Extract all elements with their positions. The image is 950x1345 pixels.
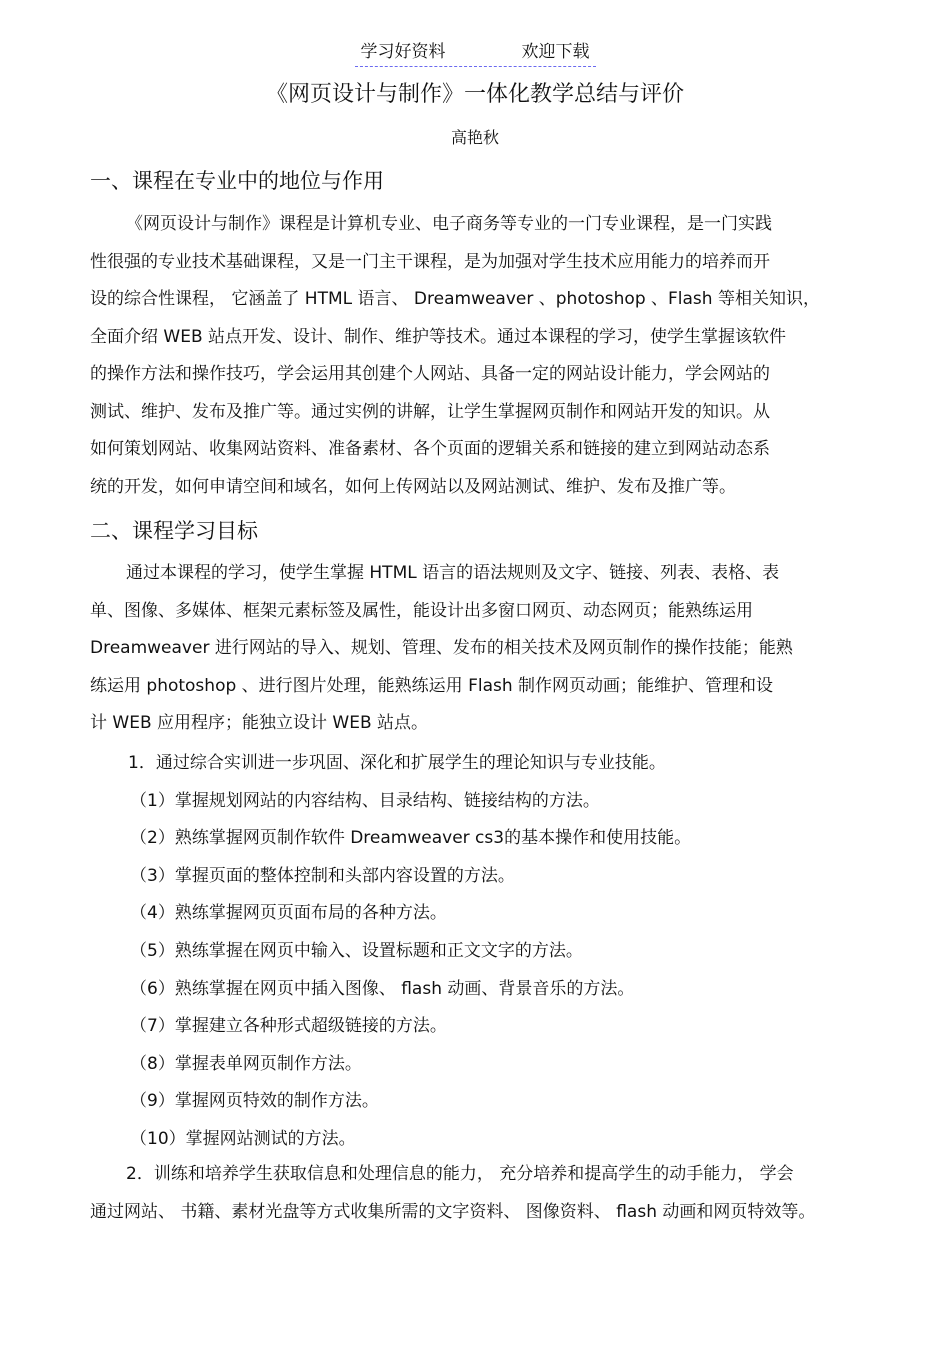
- document-title: 《网页设计与制作》一体化教学总结与评价: [265, 82, 684, 107]
- section2-closing-paragraph: [90, 1156, 870, 1231]
- paragraph-line: 设的综合性课程， 它涵盖了 HTML 语言、 Dreamweaver 、photoshop 、Flash 等相关知识，: [90, 289, 820, 309]
- paragraph-line: 的操作方法和操作技巧，学会运用其创建个人网站、具备一定的网站设计能力，学会网站的: [90, 364, 770, 384]
- section2-paragraph: [90, 555, 870, 743]
- list-item: （5）熟练掌握在网页中输入、设置标题和正文文字的方法。: [130, 940, 583, 961]
- paragraph-line: 测试、维护、发布及推广等。通过实例的讲解，让学生掌握网页制作和网站开发的知识。从: [90, 401, 770, 422]
- paragraph-line: 《网页设计与制作》课程是计算机专业、电子商务等专业的一门专业课程，是一门实践: [126, 214, 772, 234]
- list-item: （2）熟练掌握网页制作软件 Dreamweaver cs3的基本操作和使用技能。: [130, 828, 692, 849]
- paragraph-line: 单、图像、多媒体、框架元素标签及属性，能设计出多窗口网页、动态网页；能熟练运用: [90, 600, 753, 621]
- list-item: 1．通过综合实训进一步巩固、深化和扩展学生的理论知识与专业技能。: [128, 753, 666, 773]
- paragraph-line: 2．训练和培养学生获取信息和处理信息的能力， 充分培养和提高学生的动手能力， 学会: [126, 1164, 794, 1184]
- paragraph-line: Dreamweaver 进行网站的导入、规划、管理、发布的相关技术及网页制作的操作技能；能熟: [90, 638, 793, 658]
- list-item: （4）熟练掌握网页页面布局的各种方法。: [130, 903, 447, 924]
- section2-heading: 二、课程学习目标: [90, 519, 258, 543]
- paragraph-line: 全面介绍 WEB 站点开发、设计、制作、维护等技术。通过本课程的学习，使学生掌握该软件: [90, 326, 787, 347]
- list-item: （3）掌握页面的整体控制和头部内容设置的方法。: [130, 865, 515, 886]
- paragraph-line: 性很强的专业技术基础课程，又是一门主干课程，是为加强对学生技术应用能力的培养而开: [90, 251, 770, 272]
- header-right-text: 欢迎下载: [521, 42, 590, 62]
- paragraph-line: 统的开发，如何申请空间和域名，如何上传网站以及网站测试、维护、发布及推广等。: [90, 476, 736, 497]
- list-item: （1）掌握规划网站的内容结构、目录结构、链接结构的方法。: [130, 790, 600, 811]
- list-item: （9）掌握网页特效的制作方法。: [130, 1091, 379, 1112]
- document-author: 高艳秋: [450, 128, 499, 147]
- paragraph-line: 通过本课程的学习，使学生掌握 HTML 语言的语法规则及文字、链接、列表、表格、表: [126, 563, 780, 583]
- list-item: （7）掌握建立各种形式超级链接的方法。: [130, 1016, 447, 1037]
- header-left-text: 学习好资料: [360, 42, 446, 62]
- header-link-line: [355, 40, 596, 67]
- list-item: （8）掌握表单网页制作方法。: [130, 1053, 362, 1074]
- list-item: （10）掌握网站测试的方法。: [130, 1128, 356, 1149]
- paragraph-line: 计 WEB 应用程序；能独立设计 WEB 站点。: [90, 713, 429, 733]
- paragraph-line: 如何策划网站、收集网站资料、准备素材、各个页面的逻辑关系和链接的建立到网站动态系: [90, 439, 770, 459]
- page-header: [0, 40, 950, 67]
- objectives-list: [90, 745, 870, 1159]
- list-item: （6）熟练掌握在网页中插入图像、 flash 动画、背景音乐的方法。: [130, 978, 635, 999]
- paragraph-line: 通过网站、 书籍、素材光盘等方式收集所需的文字资料、 图像资料、 flash 动画和网页特效等。: [90, 1201, 816, 1222]
- section1-heading: 一、课程在专业中的地位与作用: [90, 169, 384, 193]
- paragraph-line: 练运用 photoshop 、进行图片处理，能熟练运用 Flash 制作网页动画；能维护、管理和设: [90, 675, 774, 696]
- section1-paragraph: [90, 206, 870, 506]
